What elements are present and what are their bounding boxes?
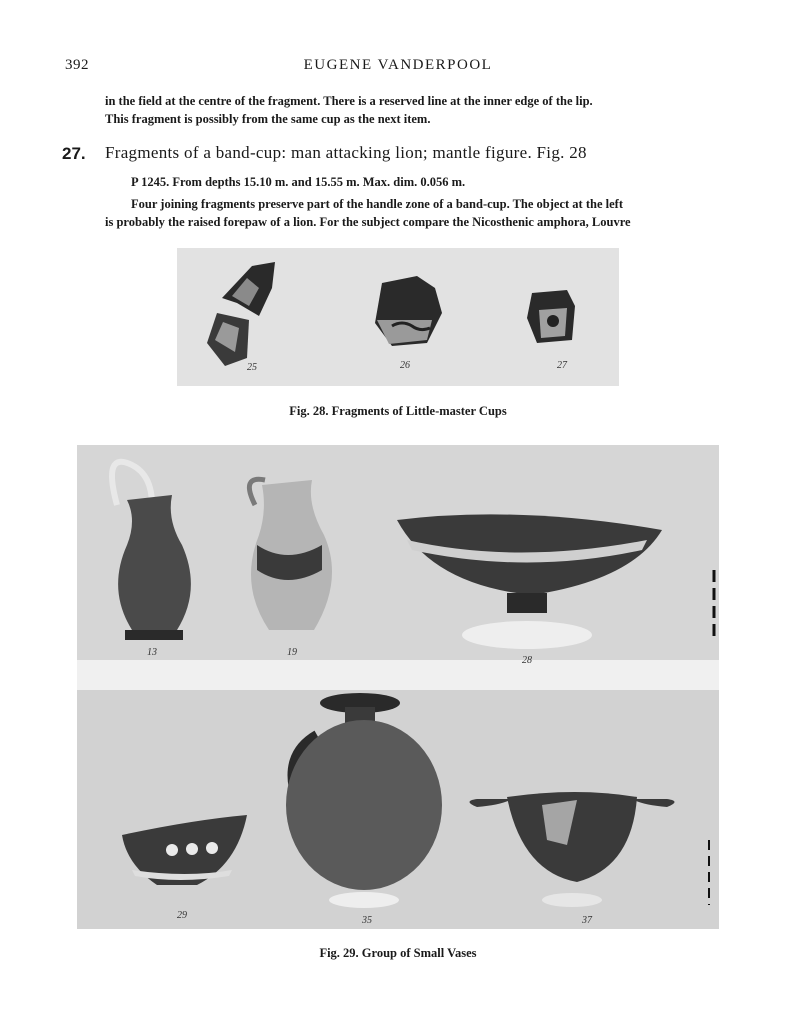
fragment-25	[207, 262, 275, 373]
page-number: 392	[65, 57, 89, 73]
entry-meta: P 1245. From depths 15.10 m. and 15.55 m. Max. dim. 0.056 m.	[131, 175, 466, 189]
fig28-caption: Fig. 28. Fragments of Little-master Cups	[289, 404, 507, 418]
fig29-photograph	[77, 445, 719, 929]
shelf-divider	[77, 660, 719, 690]
vase-label: 19	[287, 647, 297, 658]
intro-line: in the field at the centre of the fragment. There is a reserved line at the inner edge of the lip.	[105, 94, 593, 108]
vase-label: 37	[582, 915, 592, 926]
fragment-26	[375, 276, 442, 371]
vase-label: 29	[177, 910, 187, 921]
fig29-caption: Fig. 29. Group of Small Vases	[319, 946, 477, 960]
entry-number: 27.	[62, 144, 86, 163]
intro-paragraph	[105, 92, 731, 128]
fragment-label: 27	[557, 360, 567, 371]
fig28-photograph	[177, 248, 619, 386]
vase-label: 35	[362, 915, 372, 926]
entry-description	[105, 195, 731, 231]
fragment-label: 25	[247, 362, 257, 373]
entry-title: Fragments of a band-cup: man attacking lion; mantle figure. Fig. 28	[105, 143, 587, 162]
desc-line: Four joining fragments preserve part of the handle zone of a band-cup. The object at the left	[131, 197, 623, 211]
desc-line: is probably the raised forepaw of a lion. For the subject compare the Nicosthenic amphora, Louvre	[105, 215, 631, 229]
fragment-27	[527, 290, 575, 371]
running-head: EUGENE VANDERPOOL	[303, 57, 493, 73]
fragment-label: 26	[400, 360, 410, 371]
intro-line: This fragment is possibly from the same cup as the next item.	[105, 112, 431, 126]
vase-label: 28	[522, 655, 532, 666]
vase-label: 13	[147, 647, 157, 658]
